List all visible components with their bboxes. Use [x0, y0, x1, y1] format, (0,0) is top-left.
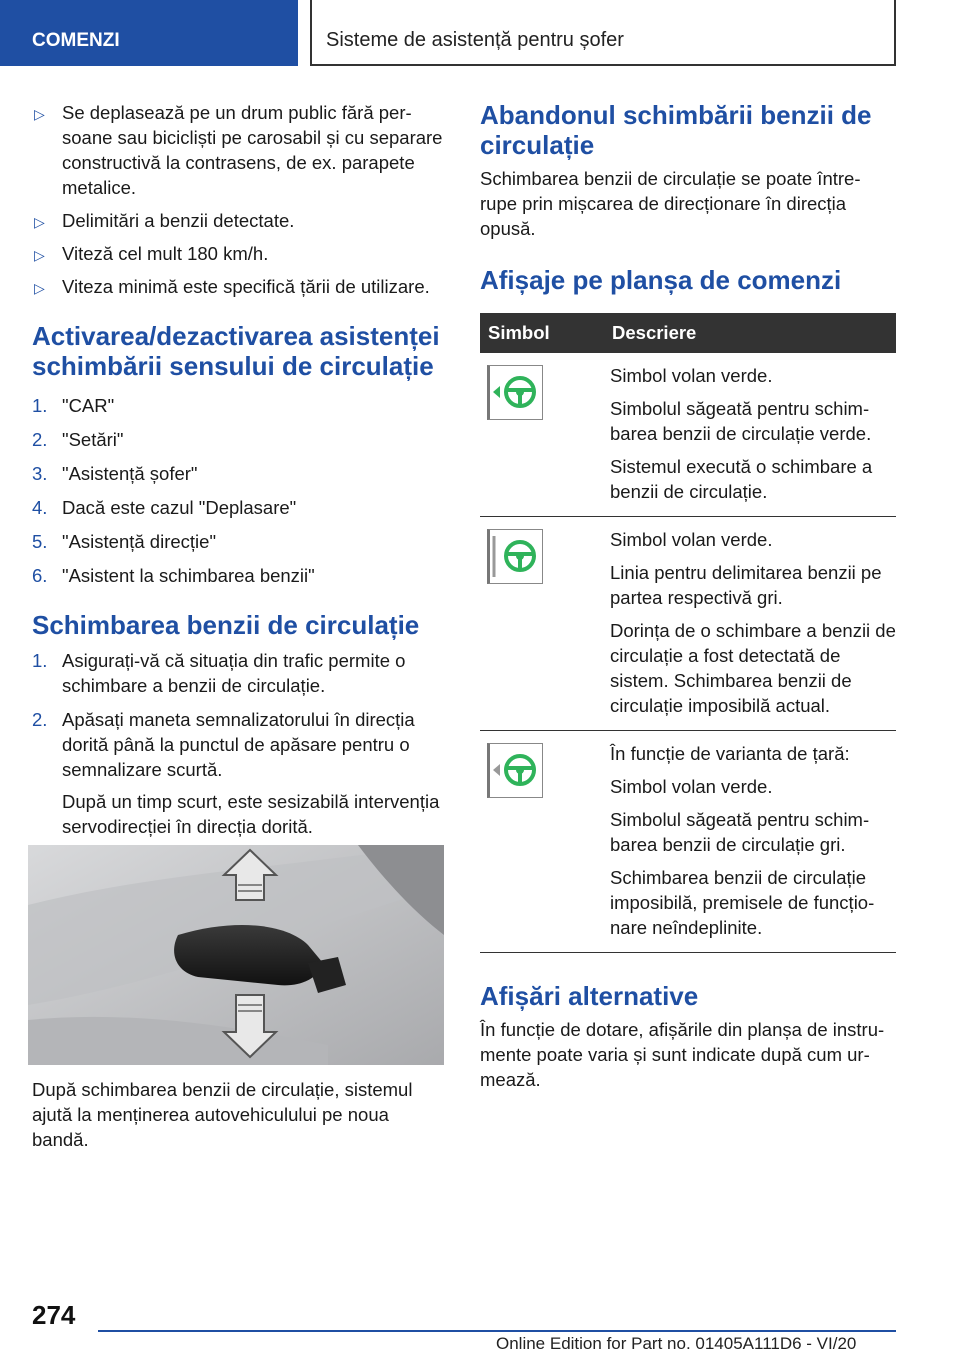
lane-change-heading: Schimbarea benzii de circulație: [32, 610, 420, 640]
alternative-displays-text: În funcție de dotare, afișările din planșa de instru-mente poate varia și sunt indicate după cum ur-mează.: [480, 1019, 885, 1090]
condition-bullet: ▷ Se deplasează pe un drum public fără per-soane sau bicicliști pe carosabil și cu separare constructivă la contrasens, de ex. parapete metalice.: [34, 102, 443, 198]
display-heading: Afișaje pe planșa de comenzi: [480, 265, 842, 295]
lane-change-step: 1. Asigurați-vă că situația din trafic permite o schimbare a benzii de circulație.: [32, 650, 406, 696]
right-column: [480, 100, 896, 1092]
activation-step: 4. Dacă este cazul "Deplasare": [32, 497, 297, 518]
left-column: [32, 100, 448, 848]
activation-step: 1. "CAR": [32, 395, 115, 416]
alternative-displays-heading: Afișări alternative: [480, 981, 699, 1011]
activation-step: 3. "Asistență șofer": [32, 463, 198, 484]
section-tab: COMENZI: [0, 0, 298, 66]
table-row: În funcție de varianta de țară: Simbol volan verde. Simbolul săgeată pentru schim-barea benzii de circulație gri. Schimbarea benzii de circulație imposibilă, premisele de funcțio-nare neîndeplinite.: [480, 731, 896, 953]
triangle-bullet-icon: ▷: [34, 247, 45, 263]
steering-wheel-line-icon: [487, 529, 543, 584]
page-number: 274: [32, 1300, 76, 1330]
symbol-column-header: Simbol: [480, 313, 604, 353]
condition-bullet: ▷ Viteză cel mult 180 km/h.: [32, 241, 448, 266]
table-row: Simbol volan verde. Linia pentru delimitarea benzii pe partea respectivă gri. Dorința de o schimbare a benzii de circulație a fost detectată de sistem. Schimbarea benzii de circulație imposibilă actual.: [480, 517, 896, 731]
symbol-table: [480, 313, 896, 953]
abort-text: Schimbarea benzii de circulație se poate între-rupe prin mișcarea de direcționare în direcția opusă.: [480, 168, 861, 239]
activation-heading: Activarea/dezactivarea asistenței schimbării sensului de circulație: [32, 321, 440, 381]
triangle-bullet-icon: ▷: [34, 214, 45, 230]
table-row: Simbol volan verde. Simbolul săgeată pentru schim-barea benzii de circulație verde. Sistemul execută o schimbare a benzii de circulație.: [480, 353, 896, 517]
activation-step: 2. "Setări": [32, 429, 124, 450]
steering-wheel-arrow-icon: [487, 365, 543, 420]
abort-heading: Abandonul schimbării benzii de circulație: [480, 100, 872, 160]
description-column-header: Descriere: [604, 313, 896, 353]
condition-bullet: ▷ Viteza minimă este specifică țării de utilizare.: [32, 274, 448, 299]
after-lane-change-text: După schimbarea benzii de circulație, sistemul ajută la menținerea autovehiculului pe noua bandă.: [32, 1079, 413, 1150]
footer-divider: [98, 1330, 896, 1332]
activation-step: 6. "Asistent la schimbarea benzii": [32, 565, 315, 586]
triangle-bullet-icon: ▷: [34, 280, 45, 296]
lane-change-step: 2. Apăsați maneta semnalizatorului în direcția dorită până la punctul de apăsare pentru o semnalizare scurtă. După un timp scurt, este sesizabilă intervenția servodirecției în direcția dorită.: [32, 709, 440, 837]
turn-signal-lever-photo: [28, 845, 444, 1065]
table-header-row: [480, 313, 896, 353]
activation-step: 5. "Asistență direcție": [32, 531, 217, 552]
condition-bullet: ▷ Delimitări a benzii detectate.: [32, 208, 448, 233]
chapter-title: Sisteme de asistență pentru șofer: [310, 0, 896, 66]
steering-wheel-grey-arrow-icon: [487, 743, 543, 798]
triangle-bullet-icon: ▷: [34, 106, 45, 122]
edition-text: Online Edition for Part no. 01405A111D6 - VI/20: [496, 1334, 857, 1353]
